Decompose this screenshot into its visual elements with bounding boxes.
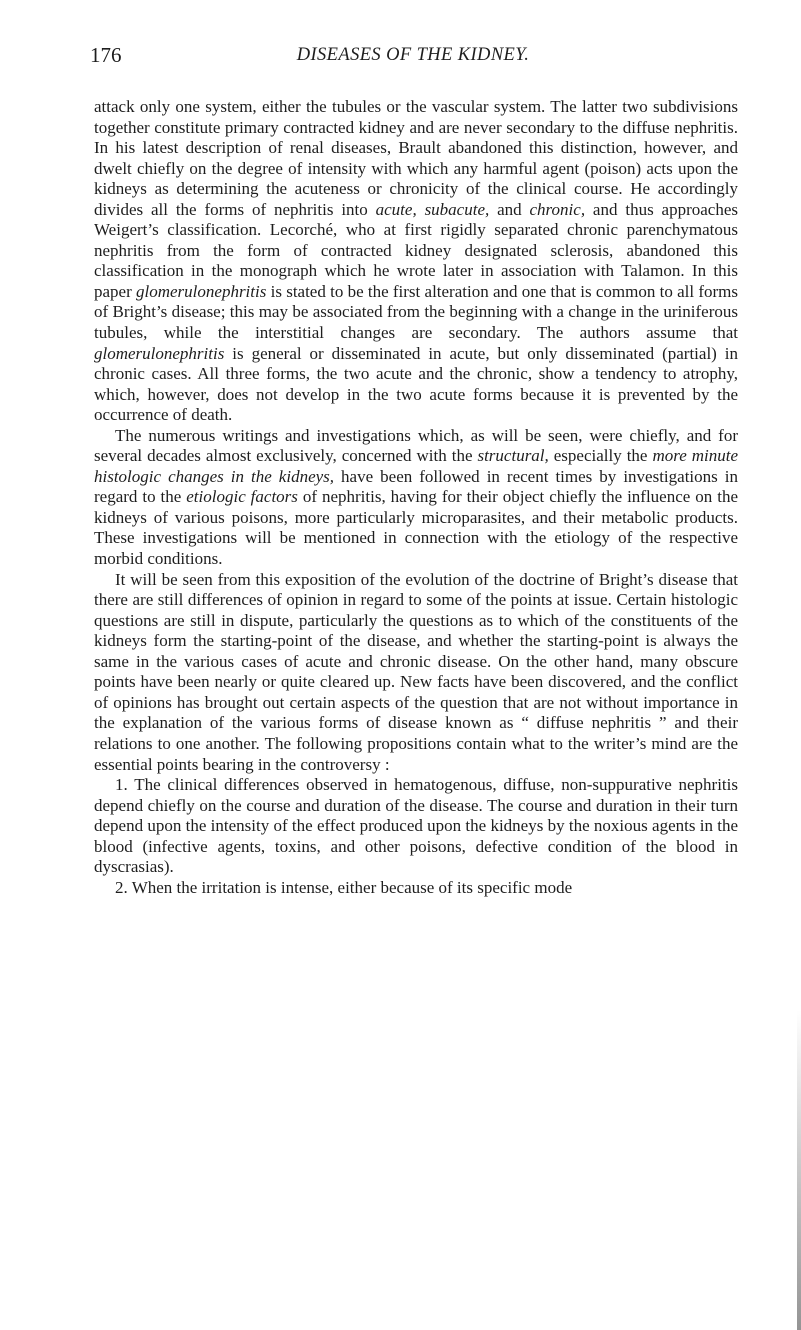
paragraph — [94, 570, 738, 775]
page-header — [90, 43, 736, 75]
text-run: 1. The clinical differences observed in hematogenous, diffuse, non-suppurative nephritis depend chiefly on the course and duration of the disease. The course and duration in their turn depend upon the intensity of the effect produced upon the kidneys by the noxious agents in the blood (infective agents, toxins, and other poisons, defective condition of the blood in dyscrasias). — [94, 775, 738, 877]
paragraph — [94, 97, 738, 426]
italic-text: glomerulonephritis — [136, 281, 267, 301]
text-run: have been followed in recent times by investigations in regard to the — [94, 466, 738, 507]
paragraph — [94, 878, 738, 899]
italic-text: etiologic factors — [186, 487, 298, 507]
italic-text: chronic, — [529, 199, 586, 219]
page-number: 176 — [90, 43, 122, 67]
body-text — [94, 97, 738, 898]
italic-text: glomerulonephritis — [94, 343, 225, 363]
text-run: The numerous writings and investigations which, as will be seen, were chiefly, and for several decades almost exclusively, concerned with the — [94, 425, 738, 466]
page-edge-shadow — [797, 1010, 801, 1330]
text-run: 2. When the irritation is intense, either because of its specific mode — [115, 877, 573, 897]
italic-text: more minute histologic changes in the kidneys, — [94, 446, 738, 486]
running-head: DISEASES OF THE KIDNEY. — [296, 45, 530, 65]
text-run: It will be seen from this exposition of the evolution of the doctrine of Bright’s disease that there are still differences of opinion in regard to some of the points at issue. Certain histologic questions are still in dispute, particularly the questions as to which of the constituents of the kidneys form the starting-point of the disease, and whether the starting-point is always the same in the various cases of acute and chronic disease. On the other hand, many obscure points have been nearly or quite cleared up. New facts have been discovered, and the conflict of opinions has brought out certain aspects of the question that are not without importance in the explanation of the various forms of disease known as “ diffuse nephritis ” and their relations to one another. The following propositions contain what to the writer’s mind are the essential points bearing in the controversy : — [94, 569, 738, 774]
text-run: is stated to be the first alteration and one that is common to all forms of Bright’s disease; this may be associated from the beginning with a change in the uriniferous tubules, while the interstitial changes are secondary. The authors assume that — [94, 281, 739, 343]
text-run: is general or disseminated in acute, but only disseminated (partial) in chronic cases. All three forms, the two acute and the chronic, show a tendency to atrophy, which, however, does not develop in the two acute forms because it is prevented by the occurrence of death. — [94, 343, 738, 425]
text-run: attack only one system, either the tubules or the vascular system. The latter two subdivisions together constitute primary contracted kidney and are never secondary to the diffuse nephritis. In his latest description of renal diseases, Brault abandoned this distinction, however, and dwelt chiefly on the degree of intensity with which any harmful agent (poison) acts upon the kidneys as determining the acuteness or chronicity of the clinical course. He accordingly divides all the forms of nephritis into — [94, 97, 738, 219]
italic-text: structural, — [477, 446, 549, 466]
text-run: of nephritis, having for their object chiefly the influence on the kidneys of various poisons, more particularly microparasites, and their metabolic products. These investigations will be mentioned in connection with the etiology of the respective morbid conditions. — [94, 487, 738, 569]
italic-text: acute, subacute, — [375, 199, 490, 219]
paragraph — [94, 426, 738, 570]
text-run: and — [489, 199, 530, 219]
paragraph — [94, 775, 738, 878]
text-run: and thus approaches Weigert’s classification. Lecorché, who at first rigidly separated chronic parenchymatous nephritis from the form of contracted kidney designated sclerosis, abandoned this classification in the monograph which he wrote later in association with Talamon. In this paper — [94, 199, 738, 301]
text-run: especially the — [548, 446, 653, 466]
